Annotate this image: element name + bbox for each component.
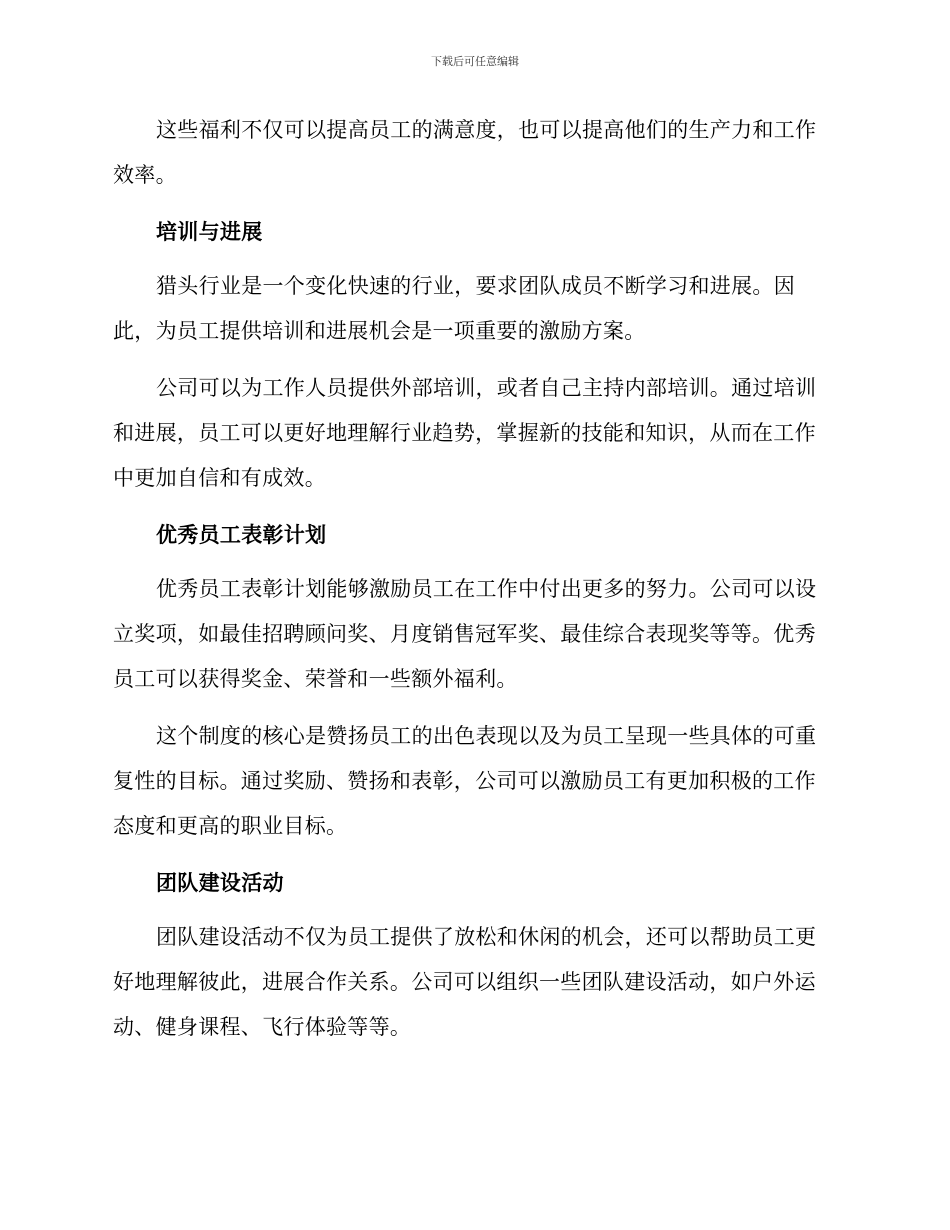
heading-training: 培训与进展 <box>156 220 263 244</box>
paragraph-recognition-intro: 优秀员工表彰计划能够激励员工在工作中付出更多的努力。公司可以设立奖项，如最佳招聘顾问奖、月度销售冠军奖、最佳综合表现奖等等。优秀员工可以获得奖金、荣誉和一些额外福利。 <box>113 577 817 691</box>
heading-team-building: 团队建设活动 <box>156 871 284 895</box>
paragraph-team-building: 团队建设活动不仅为员工提供了放松和休闲的机会，还可以帮助员工更好地理解彼此，进展合作关系。公司可以组织一些团队建设活动，如户外运动、健身课程、飞行体验等等。 <box>113 925 817 1039</box>
document-body <box>113 108 829 1062</box>
heading-recognition: 优秀员工表彰计划 <box>156 523 327 547</box>
paragraph-recognition-detail: 这个制度的核心是赞扬员工的出色表现以及为员工呈现一些具体的可重复性的目标。通过奖励、赞扬和表彰，公司可以激励员工有更加积极的工作态度和更高的职业目标。 <box>113 724 817 838</box>
paragraph-benefits-conclusion: 这些福利不仅可以提高员工的满意度，也可以提高他们的生产力和工作效率。 <box>113 118 817 187</box>
paragraph-training-detail: 公司可以为工作人员提供外部培训，或者自己主持内部培训。通过培训和进展，员工可以更好地理解行业趋势，掌握新的技能和知识，从而在工作中更加自信和有成效。 <box>113 376 817 490</box>
paragraph-training-intro: 猎头行业是一个变化快速的行业，要求团队成员不断学习和进展。因此，为员工提供培训和进展机会是一项重要的激励方案。 <box>113 274 795 343</box>
page-header: 下载后可任意编辑 <box>431 55 519 68</box>
